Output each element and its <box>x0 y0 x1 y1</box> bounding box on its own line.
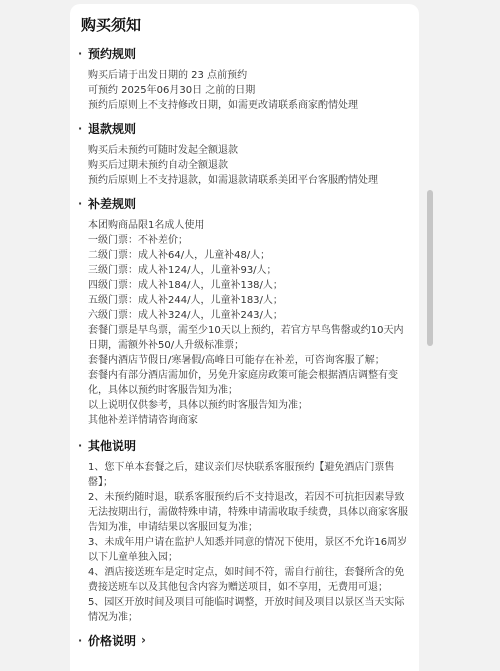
surcharge-line: 五级门票：成人补244/人，儿童补183/人； <box>88 295 283 306</box>
other-note-line: 2、未预约随时退，联系客服预约后不支持退改，若因不可抗拒因素导致无法按期出行，需做特殊申请，特殊申请需收取手续费，具体以商家客服告知为准，申请结果以客服回复为准； <box>88 492 408 533</box>
booking-rule-line: 预约后原则上不支持修改日期，如需更改请联系商家酌情处理 <box>88 100 358 111</box>
surcharge-line: 三级门票：成人补124/人，儿童补93/人； <box>88 265 277 276</box>
refund-rule-line: 预约后原则上不支持退款，如需退款请联系美团平台客服酌情处理 <box>88 175 378 186</box>
page-scrollbar[interactable] <box>427 190 433 346</box>
bullet-dot-icon: · <box>78 633 83 647</box>
refund-rules-section <box>78 119 410 188</box>
surcharge-rules-title: 补差规则 <box>88 196 137 211</box>
other-note-line: 3、未成年用户请在监护人知悉并同意的情况下使用，景区不允许16周岁以下儿童单独入园； <box>88 537 408 563</box>
refund-rule-line: 购买后未预约可随时发起全额退款 <box>88 145 238 156</box>
other-notes-section <box>78 436 410 625</box>
surcharge-line: 以上说明仅供参考，具体以预约时客服告知为准； <box>88 400 308 411</box>
booking-rules-section <box>78 44 410 113</box>
price-notes-section[interactable] <box>78 631 410 649</box>
booking-rule-line: 购买后请于出发日期的 23 点前预约 <box>88 70 248 81</box>
other-note-line: 1、您下单本套餐之后，建议亲们尽快联系客服预约【避免酒店门票售罄】； <box>88 462 395 488</box>
booking-rules-title: 预约规则 <box>88 46 137 61</box>
surcharge-line: 二级门票：成人补64/人，儿童补48/人； <box>88 250 271 261</box>
purchase-notice-card <box>70 4 419 671</box>
surcharge-line: 本团购商品限1名成人使用 <box>88 220 205 231</box>
refund-rule-line: 购买后过期未预约自动全额退款 <box>88 160 228 171</box>
chevron-right-icon[interactable]: › <box>141 633 146 647</box>
surcharge-line: 一级门票：不补差价； <box>88 235 188 246</box>
booking-rule-line: 可预约 2025年06月30日 之前的日期 <box>88 85 256 96</box>
refund-rules-title: 退款规则 <box>88 121 137 136</box>
surcharge-line: 其他补差详情请咨询商家 <box>88 415 198 426</box>
other-note-line: 4、酒店接送班车是定时定点，如时间不符，需自行前往，套餐所含的免费接送班车以及其他包含内容为赠送项目，如不享用，无费用可退； <box>88 567 405 593</box>
bullet-dot-icon: · <box>78 121 83 135</box>
price-notes-title[interactable]: 价格说明 <box>88 633 137 648</box>
other-notes-title: 其他说明 <box>88 438 137 453</box>
notice-title: 购买须知 <box>81 16 142 34</box>
bullet-dot-icon: · <box>78 438 83 452</box>
other-note-line: 5、园区开放时间及项目可能临时调整，开放时间及项目以景区当天实际情况为准； <box>88 597 405 623</box>
bullet-dot-icon: · <box>78 196 83 210</box>
surcharge-line: 四级门票：成人补184/人，儿童补138/人； <box>88 280 283 291</box>
surcharge-line: 六级门票：成人补324/人，儿童补243/人； <box>88 310 283 321</box>
surcharge-line: 套餐内酒店节假日/寒暑假/高峰日可能存在补差，可咨询客服了解； <box>88 355 385 366</box>
surcharge-rules-section <box>78 194 410 428</box>
surcharge-line: 套餐门票是早鸟票，需至少10天以上预约，若官方早鸟售罄或约10天内日期，需额外补50/人升级标准票； <box>88 325 404 351</box>
surcharge-line: 套餐内有部分酒店需加价，另免升家庭房政策可能会根据酒店调整有变化，具体以预约时客服告知为准； <box>88 370 398 396</box>
bullet-dot-icon: · <box>78 46 83 60</box>
